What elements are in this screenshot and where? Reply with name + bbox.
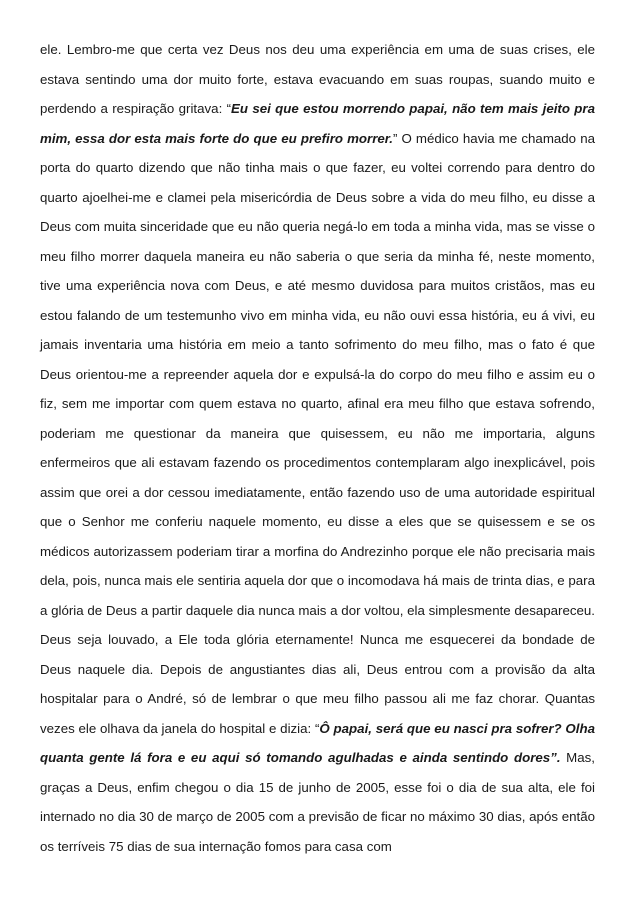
text-run: ” O médico havia me chamado na porta do quarto dizendo que não tinha mais o que fazer, eu voltei correndo para dentro do quarto ajoelhei-me e clamei pela misericórdia de Deus sobre a vida do meu filho, eu disse a Deus com muita sinceridade que eu não queria negá-lo em toda a minha vida, mas se visse o meu filho morrer daquela maneira eu não saberia o que seria da minha fé, neste momento, tive uma experiência nova com Deus, e até mesmo duvidosa para muitos cristãos, mas eu estou falando de um testemunho vivo em minha vida, eu não ouvi essa história, eu á vivi, eu jamais inventaria uma história em meio a tanto sofrimento do meu filho, mas o fato é que Deus orientou-me a repreender aquela dor e expulsá-la do corpo do meu filho e assim eu o fiz, sem me importar com quem estava no quarto, afinal era meu filho que estava sofrendo, poderiam me questionar da maneira que quisessem, eu não me importaria, alguns enfermeiros que ali estavam fazendo os procedimentos contemplaram algo inexplicável, pois assim que orei a dor cessou imediatamente, então fazendo uso de uma autoridade espiritual que o Senhor me conferiu naquele momento, eu disse a eles que se quisessem e se os médicos autorizassem poderiam tirar a morfina do Andrezinho porque ele não precisaria mais dela, pois, nunca mais ele sentiria aquela dor que o incomodava há mais de trinta dias, e para a glória de Deus a partir daquele dia nunca mais a dor voltou, ela simplesmente desapareceu. Deus seja louvado, a Ele toda glória eternamente! Nunca me esquecerei da bondade de Deus naquele dia. Depois de angustiantes dias ali, Deus entrou com a provisão da alta hospitalar para o André, só de lembrar o que meu filho passou ali me faz chorar. Quantas vezes ele olhava da janela do hospital e dizia: “ (40, 130, 595, 736)
text-run: Mas, graças a Deus, enfim chegou o dia 15 de junho de 2005, esse foi o dia de sua alta, ele foi internado no dia 30 de março de 2005 com a previsão de ficar no máximo 30 dias, após então os terríveis 75 dias de sua internação fomos para casa com (40, 750, 595, 854)
quote-emphasis: Eu sei que estou morrendo papai, não tem mais jeito pra mim, essa dor esta mais forte do que eu prefiro morrer. (40, 101, 596, 146)
document-body (40, 35, 595, 861)
quote-emphasis: Ô papai, será que eu nasci pra sofrer? Olha quanta gente lá fora e eu aqui só tomando agulhadas e ainda sentindo dores”. (40, 720, 595, 765)
paragraph (40, 35, 595, 861)
text-run: ele. Lembro-me que certa vez Deus nos deu uma experiência em uma de suas crises, ele estava sentindo uma dor muito forte, estava evacuando em suas roupas, suando muito e perdendo a respiração gritava: “ (40, 42, 595, 116)
